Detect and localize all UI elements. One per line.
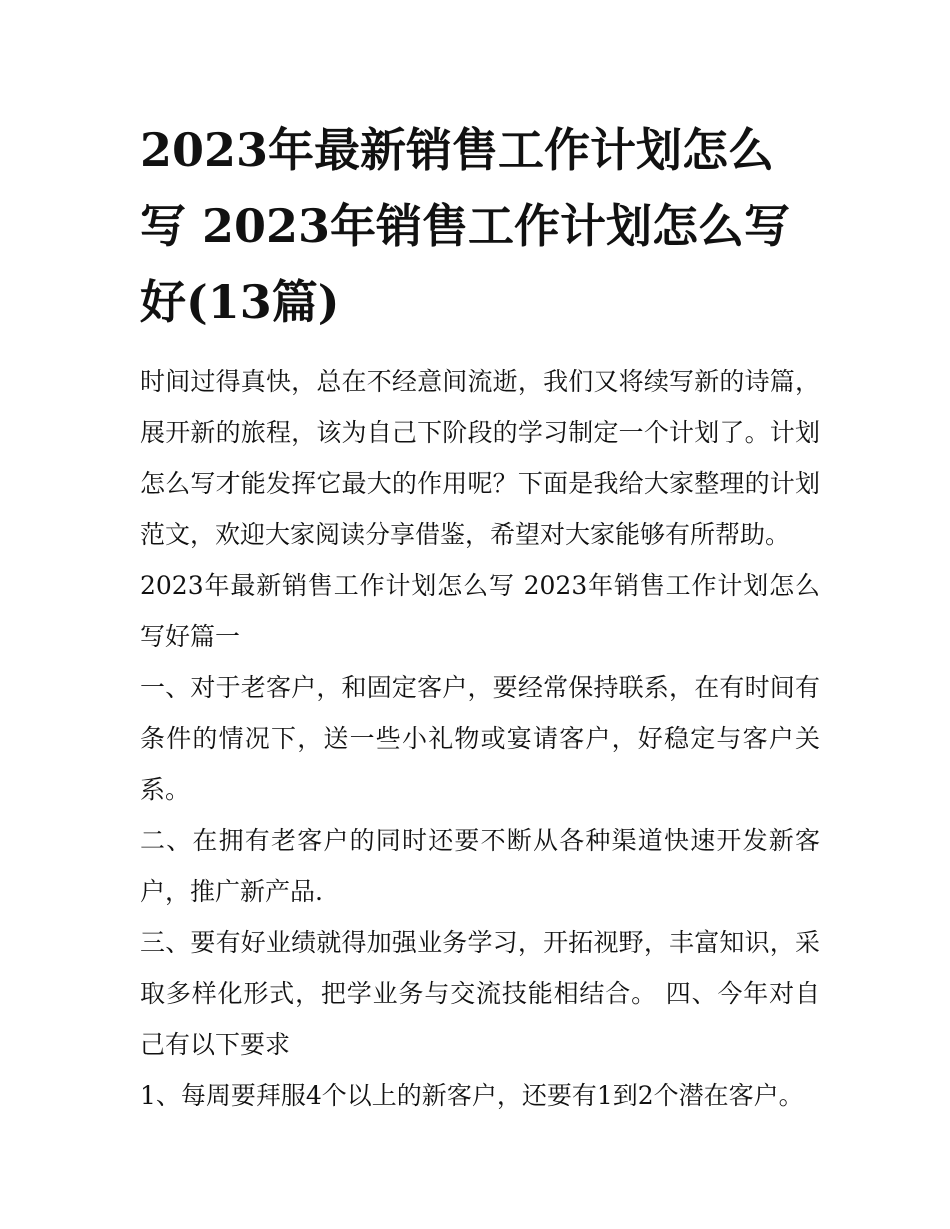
list-item: 一、对于老客户，和固定客户，要经常保持联系，在有时间有条件的情况下，送一些小礼物或宴请客户，好稳定与客户关系。	[140, 673, 820, 804]
list-item: 1、每周要拜服4个以上的新客户，还要有1到2个潜在客户。	[140, 1081, 804, 1110]
section-heading: 2023年最新销售工作计划怎么写 2023年销售工作计划怎么写好篇一	[140, 571, 820, 651]
list-item: 三、要有好业绩就得加强业务学习，开拓视野，丰富知识，采取多样化形式，把学业务与交流技能相结合。 四、今年对自己有以下要求	[140, 928, 820, 1059]
document-page	[140, 112, 820, 1121]
document-title: 2023年最新销售工作计划怎么写 2023年销售工作计划怎么写好(13篇)	[140, 123, 791, 329]
list-item: 二、在拥有老客户的同时还要不断从各种渠道快速开发新客户，推广新产品.	[140, 826, 820, 906]
intro-paragraph: 时间过得真快，总在不经意间流逝，我们又将续写新的诗篇，展开新的旅程，该为自己下阶段的学习制定一个计划了。计划怎么写才能发挥它最大的作用呢？下面是我给大家整理的计划范文，欢迎大家阅读分享借鉴，希望对大家能够有所帮助。	[140, 367, 820, 549]
